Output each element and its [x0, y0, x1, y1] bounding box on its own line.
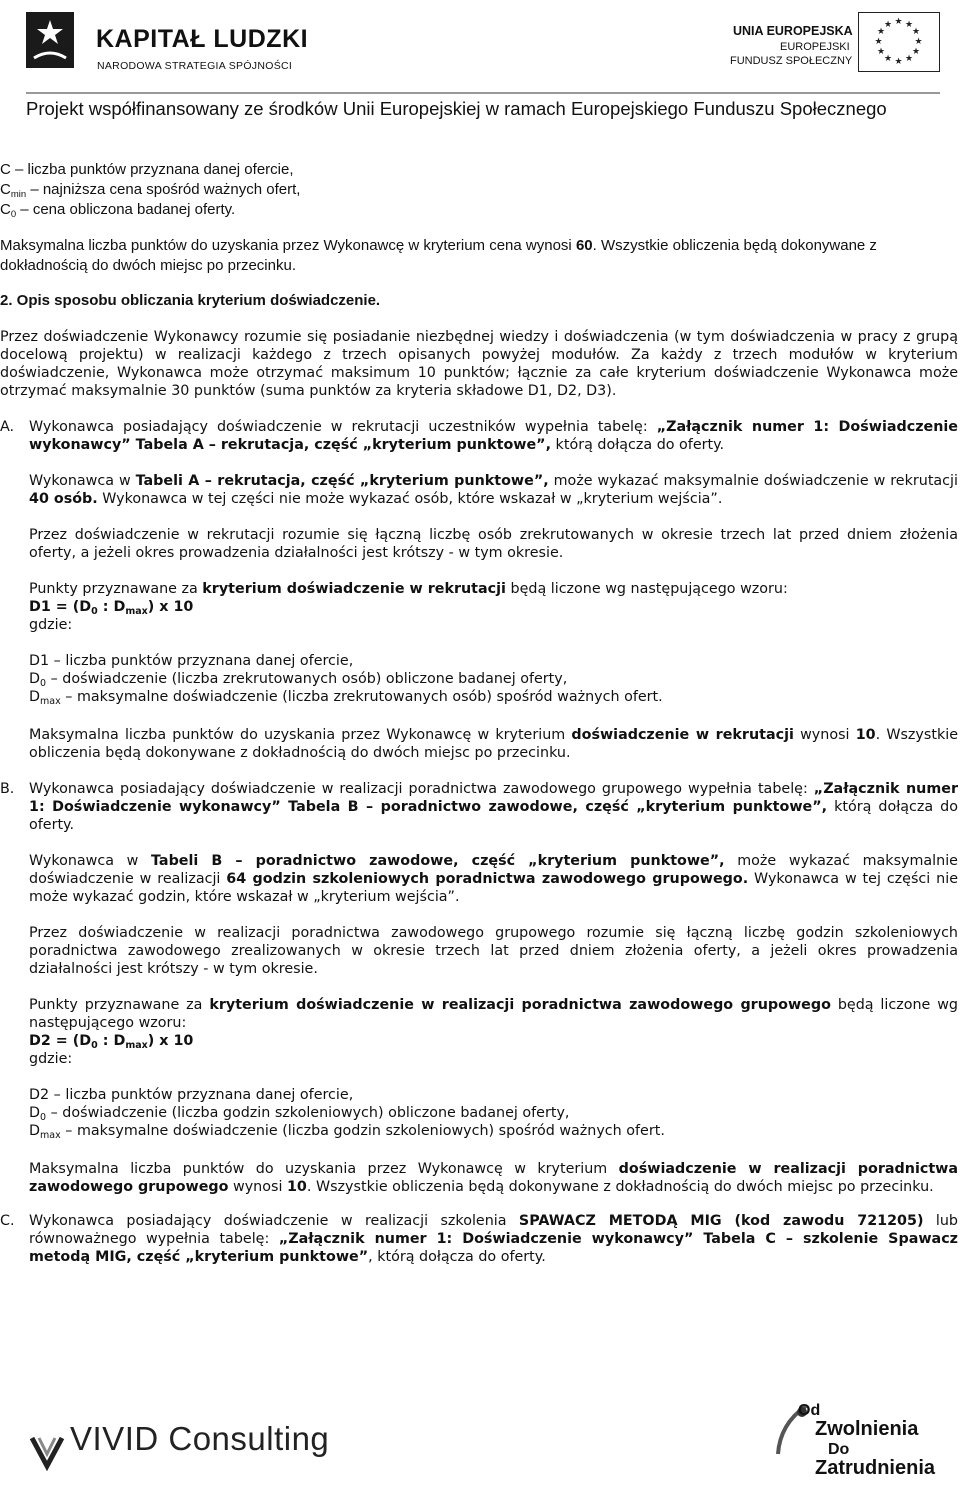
item-c-paragraph-1: C. Wykonawca posiadający doświadczenie w realizacji szkolenia SPAWACZ METODĄ MIG (kod zawodu 721205) lub równoważnego wypełnia tabelę: „Załącznik numer 1: Doświadczenie wykonawcy” Tabela C – szkolenie Spawacz metodą MIG, część „kryterium punktowe”, którą dołącza do oferty.	[0, 1213, 958, 1265]
svg-text:★: ★	[894, 57, 903, 67]
svg-text:★: ★	[894, 17, 903, 27]
def-d2: D2 – liczba punktów przyznana danej ofercie,	[29, 1087, 354, 1103]
kapital-ludzki-title: KAPITAŁ LUDZKI	[96, 25, 309, 53]
item-c-letter: C.	[0, 1213, 15, 1229]
item-b-definitions	[0, 1086, 958, 1140]
def-c: C – liczba punktów przyznana danej ofercie,	[0, 161, 294, 178]
formula-d1-where: gdzie:	[29, 617, 73, 633]
ue-logo-line3: FUNDUSZ SPOŁECZNY	[730, 55, 853, 67]
ue-logo-line1: UNIA EUROPEJSKA	[733, 24, 853, 38]
item-a-paragraph-1: A. Wykonawca posiadający doświadczenie w rekrutacji uczestników wypełnia tabelę: „Załącznik numer 1: Doświadczenie wykonawcy” Tabela A – rekrutacja, część „kryterium punktowe”, którą dołącza do oferty.	[0, 419, 958, 453]
svg-text:★: ★	[911, 27, 921, 37]
logo-line-od: Od	[798, 1402, 821, 1419]
item-a-paragraph-2: Wykonawca w Tabeli A – rekrutacja, część „kryterium punktowe”, może wykazać maksymalnie doświadczenie w rekrutacji 40 osób. Wykonawca w tej części nie może wykazać osób, które wskazał w „kryterium wejścia”.	[29, 473, 958, 507]
def-b-d0: $D_0$ – doświadczenie (liczba godzin szkoleniowych) obliczone badanej oferty,	[29, 1105, 570, 1123]
price-definitions	[0, 160, 958, 220]
svg-text:★: ★	[876, 47, 886, 57]
item-b-paragraph-1: B. Wykonawca posiadający doświadczenie w realizacji poradnictwa zawodowego grupowego wypełnia tabelę: „Załącznik numer 1: Doświadczenie wykonawcy” Tabela B – poradnictwo zawodowe, część „kryterium punktowe”, którą dołącza do oferty.	[0, 781, 958, 833]
item-b-max-points: Maksymalna liczba punktów do uzyskania przez Wykonawcę w kryterium doświadczenie w realizacji poradnictwa zawodowego grupowego wynosi 10. Wszystkie obliczenia będą dokonywane z dokładnością do dwóch miejsc po przecinku.	[29, 1161, 959, 1195]
item-b-paragraph-2: Wykonawca w Tabeli B – poradnictwo zawodowe, część „kryterium punktowe”, może wykazać maksymalnie doświadczenie w realizacji 64 godzin szkoleniowych poradnictwa zawodowego grupowego. Wykonawca w tej części nie może wykazać godzin, które wskazał w „kryterium wejścia”.	[29, 853, 958, 905]
formula-d1: $D1 = (D_0$ : $D_{max}$) x 10	[29, 599, 194, 617]
kapital-ludzki-logo-mark	[26, 12, 74, 68]
def-cmin: $C_{min}$ – najniższa cena spośród ważnych ofert,	[0, 181, 301, 200]
svg-text:★: ★	[883, 20, 893, 30]
formula-d2-where: gdzie:	[29, 1051, 73, 1067]
logo-line-zatrudnienia: Zatrudnienia	[815, 1457, 936, 1479]
svg-text:★: ★	[914, 37, 923, 47]
logo-line-zwolnienia: Zwolnienia	[815, 1418, 919, 1440]
item-b-paragraph-3: Przez doświadczenie w realizacji poradnictwa zawodowego grupowego rozumie się łączną liczbę godzin szkoleniowych poradnictwa zawodowego zrealizowanych w okresie trzech lat przed dniem złożenia oferty, a jeżeli okres prowadzenia działalności jest krótszy - w tym okresie.	[29, 925, 958, 977]
formula-d2: $D2 = (D_0$ : $D_{max}$) x 10	[29, 1033, 194, 1051]
project-cofinancing-line: Projekt współfinansowany ze środków Unii Europejskiej w ramach Europejskiego Funduszu Społecznego	[26, 98, 887, 119]
eu-flag-icon	[858, 12, 940, 72]
page-header	[0, 0, 960, 132]
item-a-letter: A.	[0, 419, 15, 435]
svg-text:★: ★	[883, 54, 893, 64]
experience-intro: Przez doświadczenie Wykonawcy rozumie się posiadanie niezbędnej wiedzy i doświadczenia (w tym doświadczenia w pracy z grupą docelową projektu) w realizacji każdego z trzech opisanych powyżej modułów. Za każdy z trzech modułów w kryterium doświadczenie, Wykonawca może otrzymać maksimum 10 punktów; łącznie za całe kryterium doświadczenie Wykonawca może otrzymać maksymalnie 30 punktów (suma punktów za kryteria składowe D1, D2, D3).	[0, 329, 958, 399]
item-b-formula-intro: Punkty przyznawane za kryterium doświadczenie w realizacji poradnictwa zawodowego grupowego będą liczone wg następującego wzoru:	[29, 997, 959, 1031]
def-a-dmax: $D_{max}$ – maksymalne doświadczenie (liczba zrekrutowanych osób) spośród ważnych ofert.	[29, 689, 663, 707]
def-d1: D1 – liczba punktów przyznana danej ofercie,	[29, 653, 354, 669]
item-b-letter: B.	[0, 781, 15, 797]
svg-text:★: ★	[904, 20, 914, 30]
svg-text:★: ★	[874, 37, 883, 47]
svg-text:★: ★	[904, 54, 914, 64]
svg-text:★: ★	[911, 47, 921, 57]
item-a-max-points: Maksymalna liczba punktów do uzyskania przez Wykonawcę w kryterium doświadczenie w rekrutacji wynosi 10. Wszystkie obliczenia będą dokonywane z dokładnością do dwóch miejsc po przecinku.	[29, 727, 958, 761]
def-c0: $C_0$ – cena obliczona badanej oferty.	[0, 201, 236, 220]
def-a-d0: $D_0$ – doświadczenie (liczba zrekrutowanych osób) obliczone badanej oferty,	[29, 671, 568, 689]
logo-line-do: Do	[828, 1441, 850, 1458]
vivid-consulting-wordmark: VIVID Consulting	[70, 1420, 330, 1457]
header-divider	[26, 92, 940, 94]
max-price-points: Maksymalna liczba punktów do uzyskania przez Wykonawcę w kryterium cena wynosi 60. Wszystkie obliczenia będą dokonywane z dokładnością do dwóch miejsc po przecinku.	[0, 237, 877, 274]
svg-text:★: ★	[876, 27, 886, 37]
def-b-dmax: $D_{max}$ – maksymalne doświadczenie (liczba godzin szkoleniowych) spośród ważnych ofert.	[29, 1123, 665, 1141]
section-2-title: 2. Opis sposobu obliczania kryterium doświadczenie.	[0, 292, 381, 309]
ue-logo-line2: EUROPEJSKI	[780, 41, 850, 53]
kapital-ludzki-subtitle: NARODOWA STRATEGIA SPÓJNOŚCI	[97, 60, 293, 72]
item-a-formula-intro: Punkty przyznawane za kryterium doświadczenie w rekrutacji będą liczone wg następującego wzoru:	[29, 581, 788, 597]
item-b-formula-block	[0, 996, 958, 1068]
item-a-definitions	[0, 652, 958, 706]
item-a-paragraph-3: Przez doświadczenie w rekrutacji rozumie się łączną liczbę osób zrekrutowanych w okresie trzech lat przed dniem złożenia oferty, a jeżeli okres prowadzenia działalności jest krótszy - w tym okresie.	[29, 527, 958, 561]
document-body	[0, 160, 958, 1266]
item-a-formula-block	[0, 580, 958, 634]
